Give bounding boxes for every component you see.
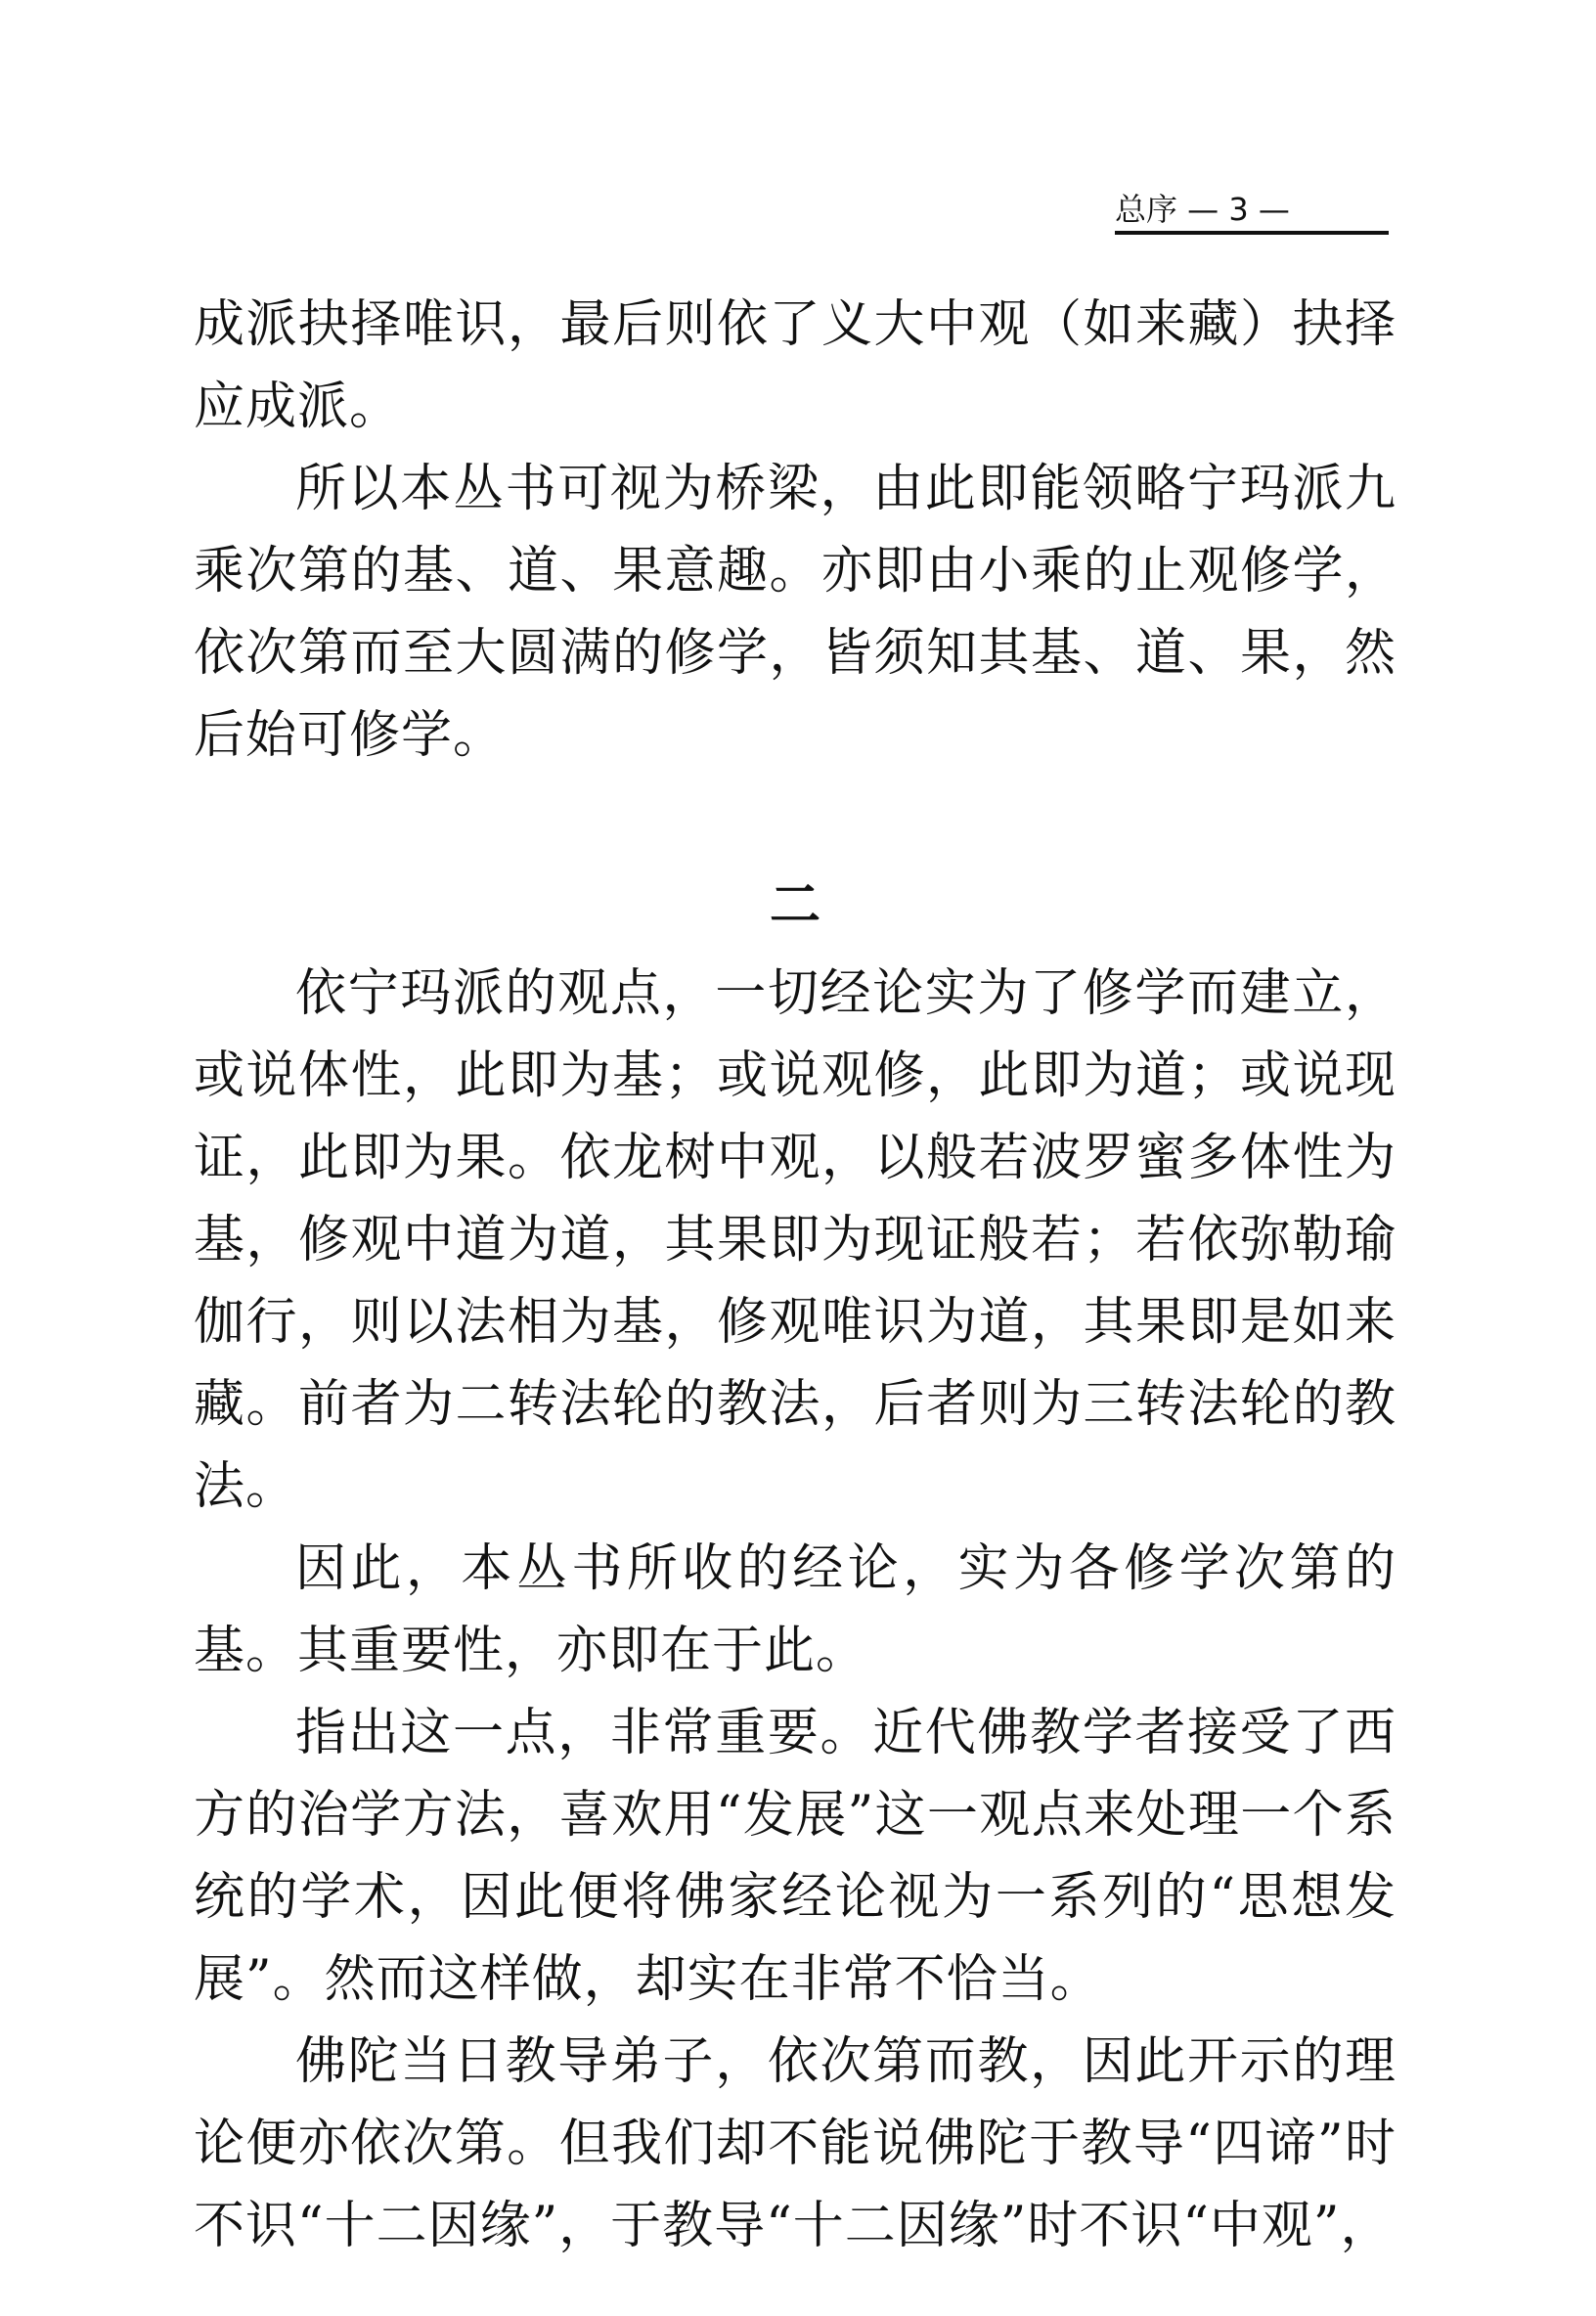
paragraph: 依宁玛派的观点，一切经论实为了修学而建立，或说体性，此即为基；或说观修，此即为道；或说现证，此即为果。依龙树中观，以般若波罗蜜多体性为基，修观中道为道，其果即为现证般若；若依弥勒瑜伽行，则以法相为基，修观唯识为道，其果即是如来藏。前者为二转法轮的教法，后者则为三转法轮的教法。 [194, 964, 1396, 1516]
body-text [194, 284, 1396, 2267]
paragraph: 所以本丛书可视为桥梁，由此即能领略宁玛派九乘次第的基、道、果意趣。亦即由小乘的止观修学，依次第而至大圆满的修学，皆须知其基、道、果，然后始可修学。 [194, 460, 1396, 765]
paragraph: 指出这一点，非常重要。近代佛教学者接受了西方的治学方法，喜欢用“发展”这一观点来处理一个系统的学术，因此便将佛家经论视为一系列的“思想发展”。然而这样做，却实在非常不恰当。 [194, 1704, 1396, 2009]
running-header: 总序 — 3 — [1115, 188, 1389, 235]
paragraph: 因此，本丛书所收的经论，实为各修学次第的基。其重要性，亦即在于此。 [194, 1539, 1396, 1680]
paragraph-continuation: 成派抉择唯识，最后则依了义大中观（如来藏）抉择应成派。 [194, 295, 1396, 436]
section-heading: 二 [769, 875, 820, 935]
paragraph: 佛陀当日教导弟子，依次第而教，因此开示的理论便亦依次第。但我们却不能说佛陀于教导“四谛”时不识“十二因缘”，于教导“十二因缘”时不识“中观”， [194, 2032, 1396, 2255]
